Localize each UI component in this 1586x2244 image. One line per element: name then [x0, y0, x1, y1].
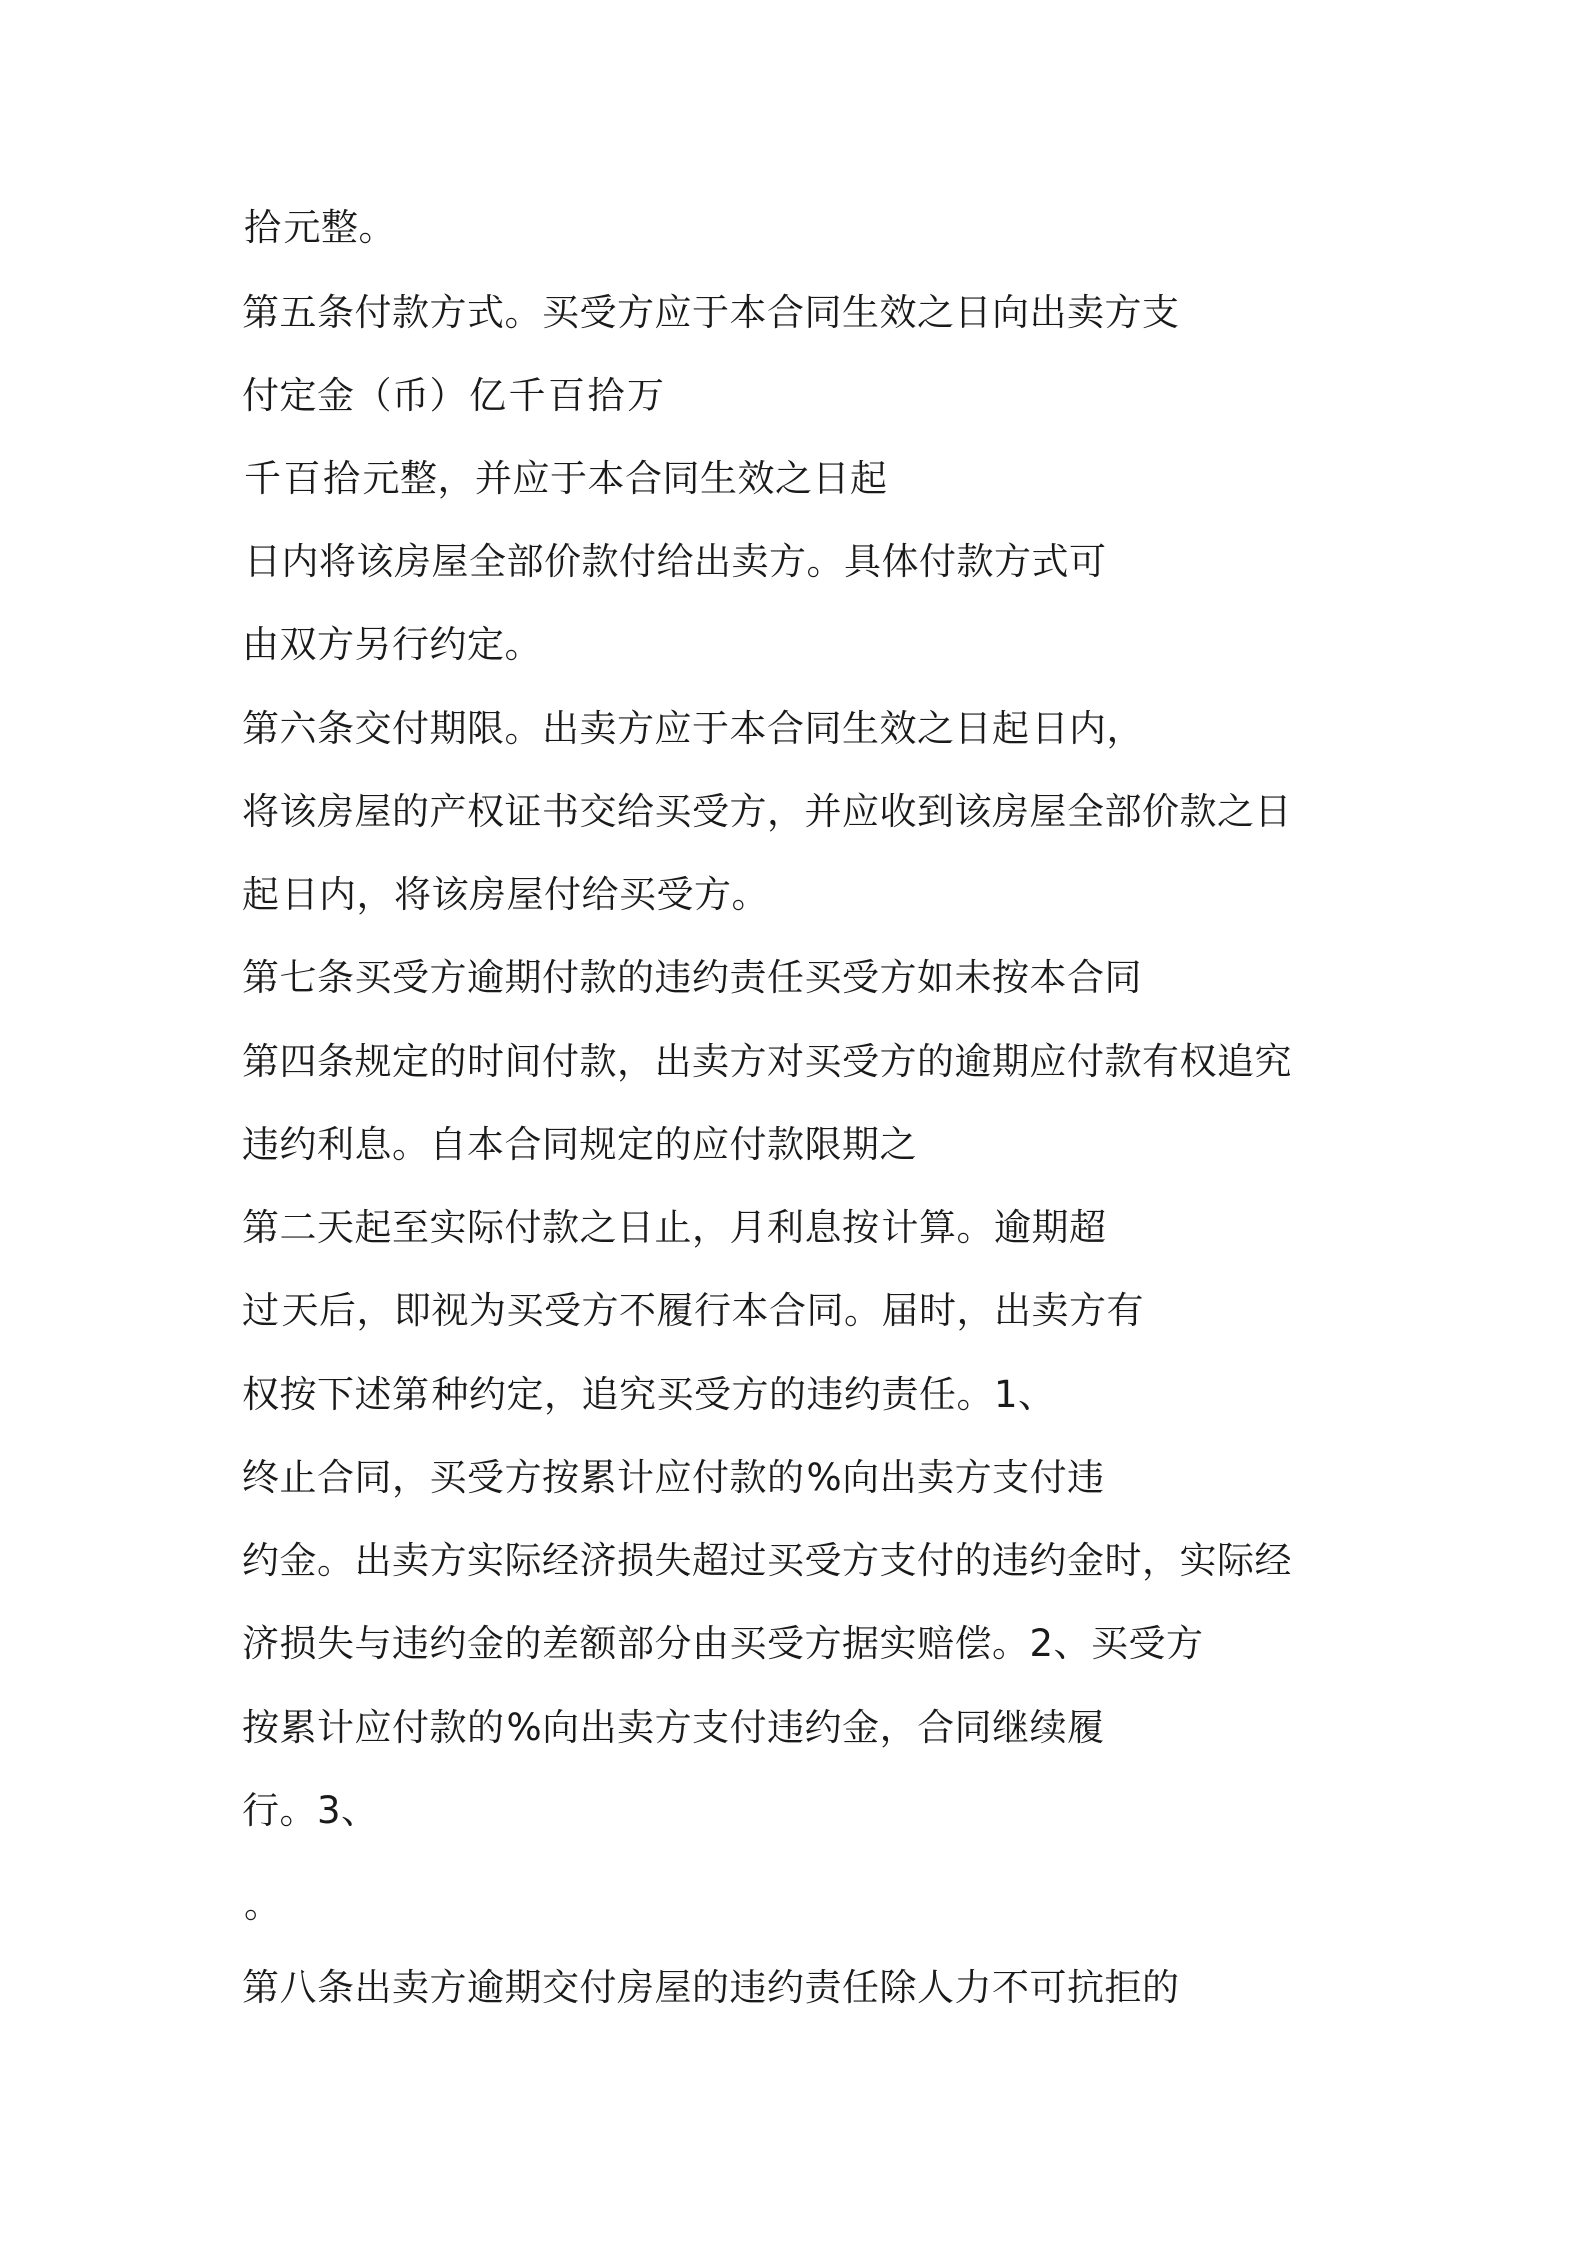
text-segment: 将该房屋的产权证书交给买受方，并应收到该房屋全部价款之日	[242, 790, 1292, 833]
text-line	[242, 1619, 1357, 1669]
text-segment: 除人力不可抗拒的	[879, 1966, 1180, 2009]
text-segment: 买受方应于本合同生效之日向出卖方支	[542, 291, 1180, 334]
text-segment: 日内将该房屋全部价款付给出卖方。具体付款方式可	[244, 540, 1107, 583]
text-segment: 拾	[323, 457, 361, 500]
text-segment: 元整，并应于本合同生效之日起	[362, 457, 888, 500]
text-segment: 出卖方应于本合同生效之日起	[542, 707, 1030, 750]
article-number: 第五条	[242, 291, 355, 334]
text-segment: 万	[627, 374, 665, 417]
text-segment: 付定金（	[242, 374, 392, 417]
article-title: 交付期限。	[354, 707, 542, 750]
text-segment: 过	[242, 1289, 280, 1332]
text-segment: 由双方另行约定。	[242, 623, 542, 666]
text-segment: %向出卖方支付违约金，合同继续履	[506, 1706, 1105, 1749]
text-line	[242, 1203, 1357, 1253]
text-line	[242, 1120, 1357, 1170]
text-segment: 种约定，追究买受方的违约责任。	[431, 1373, 994, 1416]
text-segment: 币）	[392, 374, 467, 417]
text-segment: 亿	[469, 374, 507, 417]
article-heading-line	[242, 288, 1357, 338]
text-segment: 天后，即视为买受方不履行本合同。届时，出卖方有	[281, 1289, 1144, 1332]
text-line	[242, 203, 1357, 253]
article-title: 买受方逾期付款的违约责任	[354, 956, 805, 999]
text-line	[242, 1880, 1357, 1930]
text-segment: 第四条规定的时间付款，出卖方对买受方的逾期应付款有权追究	[242, 1040, 1292, 1083]
text-line	[242, 1286, 1357, 1336]
text-line	[242, 1370, 1357, 1420]
text-segment: 买受方如未按本合同	[804, 956, 1142, 999]
text-segment: 日内，将该房屋付给买受方。	[281, 873, 769, 916]
text-line	[242, 620, 1357, 670]
text-segment: 约金。出卖方实际经济损失超过买受方支付的违约金时，实际经	[242, 1539, 1292, 1582]
text-segment: 拾	[587, 374, 625, 417]
text-segment: 日内，	[1031, 707, 1144, 750]
article-number: 第六条	[242, 707, 355, 750]
text-segment: 行。	[242, 1789, 317, 1832]
text-segment: 终止合同，买受方按累计应付款的	[242, 1456, 805, 1499]
text-segment: 元整。	[283, 206, 396, 249]
text-segment: 第二天起至实际付款之日止，月利息按	[242, 1206, 880, 1249]
list-number: 2、买受方	[1029, 1622, 1204, 1665]
list-number: 1、	[994, 1373, 1056, 1416]
text-segment: 千	[244, 457, 282, 500]
article-heading-line	[242, 953, 1357, 1003]
text-line	[242, 537, 1357, 587]
article-heading-line	[242, 1963, 1357, 2013]
article-heading-line	[242, 704, 1357, 754]
text-line	[242, 1453, 1357, 1503]
text-line	[242, 371, 1357, 421]
text-segment: 起	[242, 873, 280, 916]
text-line	[242, 454, 1357, 504]
text-segment: 济损失与违约金的差额部分由买受方据实赔偿。	[242, 1622, 1030, 1665]
text-segment: 。	[244, 1883, 282, 1926]
text-segment: 百	[548, 374, 586, 417]
text-line	[242, 870, 1357, 920]
text-line	[242, 1703, 1357, 1753]
article-title: 出卖方逾期交付房屋的违约责任	[354, 1966, 880, 2009]
article-number: 第七条	[242, 956, 355, 999]
text-segment: 拾	[244, 206, 282, 249]
text-segment: 千	[508, 374, 546, 417]
text-line	[242, 1786, 1357, 1836]
text-segment: 计算。逾期超	[881, 1206, 1107, 1249]
text-segment: 百	[283, 457, 321, 500]
text-segment: 权按下述第	[242, 1373, 430, 1416]
article-title: 付款方式。	[354, 291, 542, 334]
text-line	[242, 1536, 1357, 1586]
text-line	[242, 1037, 1357, 1087]
text-segment: 违约利息。自本合同规定的应付款限期之	[242, 1123, 917, 1166]
text-segment: 按累计应付款的	[242, 1706, 505, 1749]
list-number: 3、	[317, 1789, 379, 1832]
text-line	[242, 787, 1357, 837]
text-segment: %向出卖方支付违	[806, 1456, 1105, 1499]
article-number: 第八条	[242, 1966, 355, 2009]
